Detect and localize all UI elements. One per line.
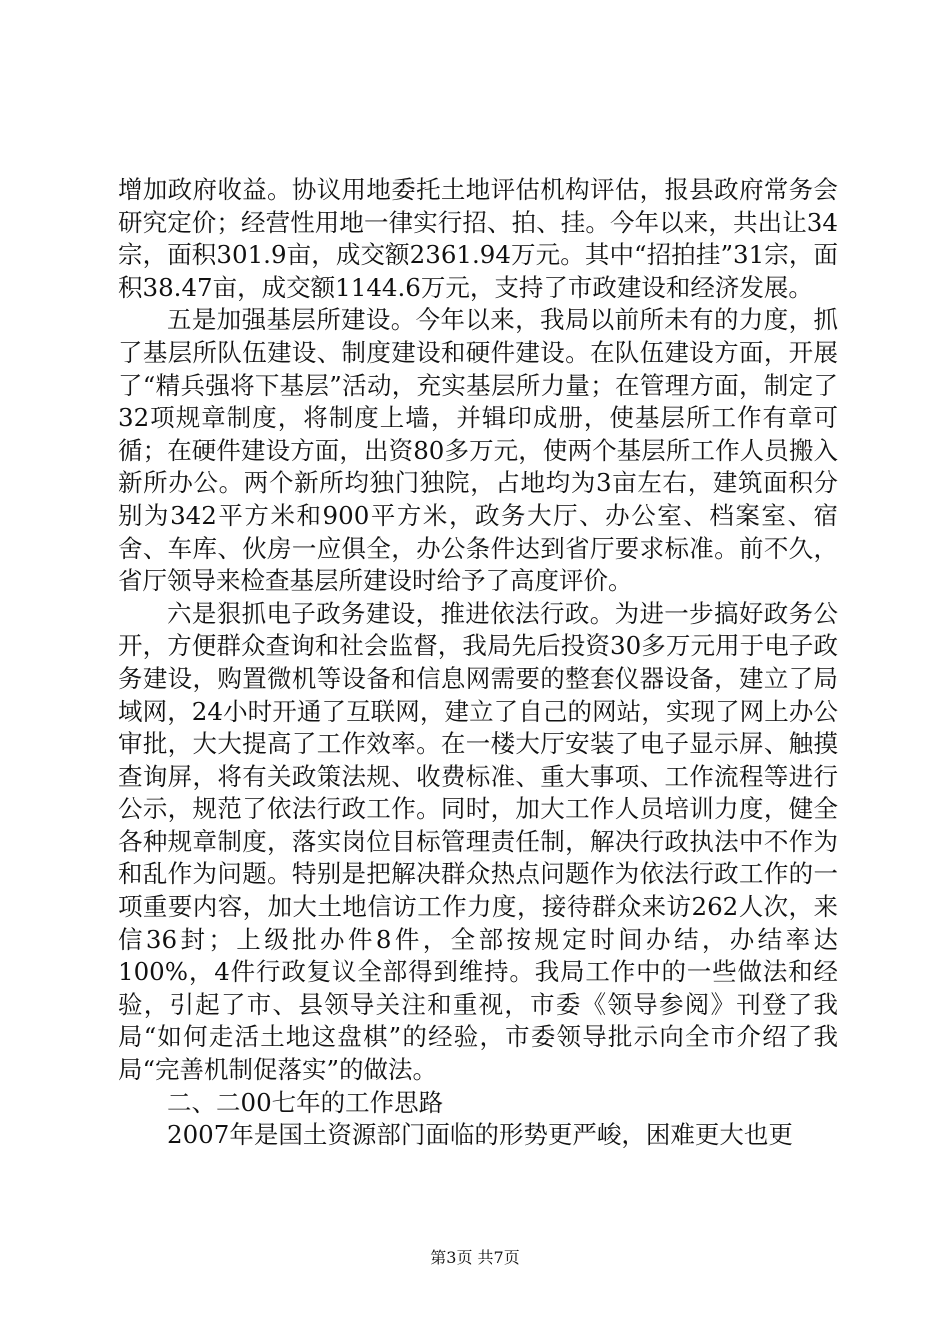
- section-heading-2007-ideas: 二、二00七年的工作思路: [167, 1087, 444, 1117]
- page-number-footer: 第3页 共7页: [430, 1248, 520, 1267]
- paragraph-2007-situation: 2007年是国土资源部门面临的形势更严峻，困难更大也更: [167, 1120, 793, 1150]
- paragraph-e-government: 六是狠抓电子政务建设，推进依法行政。为进一步搞好政务公开，方便群众查询和社会监督，我局先后投资30多万元用于电子政务建设，购置微机等设备和信息网需要的整套仪器设备，建立了局域网，24小时开通了互联网，建立了自己的网站，实现了网上办公审批，大大提高了工作效率。在一楼大厅安装了电子显示屏、触摸查询屏，将有关政策法规、收费标准、重大事项、工作流程等进行公示，规范了依法行政工作。同时，加大工作人员培训力度，健全各种规章制度，落实岗位目标管理责任制，解决行政执法中不作为和乱作为问题。特别是把解决群众热点问题作为依法行政工作的一项重要内容，加大土地信访工作力度，接待群众来访262人次，来信36封；上级批办件8件，全部按规定时间办结，办结率达100%，4件行政复议全部得到维持。我局工作中的一些做法和经验，引起了市、县领导关注和重视，市委《领导参阅》刊登了我局“如何走活土地这盘棋”的经验，市委领导批示向全市介绍了我局“完善机制促落实”的做法。: [118, 598, 838, 1085]
- paragraph-land-revenue: 增加政府收益。协议用地委托土地评估机构评估，报县政府常务会研究定价；经营性用地一律实行招、拍、挂。今年以来，共出让34宗，面积301.9亩，成交额2361.94万元。其中“招拍挂”31宗，面积38.47亩，成交额1144.6万元，支持了市政建设和经济发展。: [118, 175, 838, 302]
- paragraph-grassroots-construction: 五是加强基层所建设。今年以来，我局以前所未有的力度，抓了基层所队伍建设、制度建设和硬件建设。在队伍建设方面，开展了“精兵强将下基层”活动，充实基层所力量；在管理方面，制定了32项规章制度，将制度上墙，并辑印成册，使基层所工作有章可循；在硬件建设方面，出资80多万元，使两个基层所工作人员搬入新所办公。两个新所均独门独院，占地均为3亩左右，建筑面积分别为342平方米和900平方米，政务大厅、办公室、档案室、宿舍、车库、伙房一应俱全，办公条件达到省厅要求标准。前不久，省厅领导来检查基层所建设时给予了高度评价。: [118, 305, 838, 596]
- document-body: [118, 174, 838, 1152]
